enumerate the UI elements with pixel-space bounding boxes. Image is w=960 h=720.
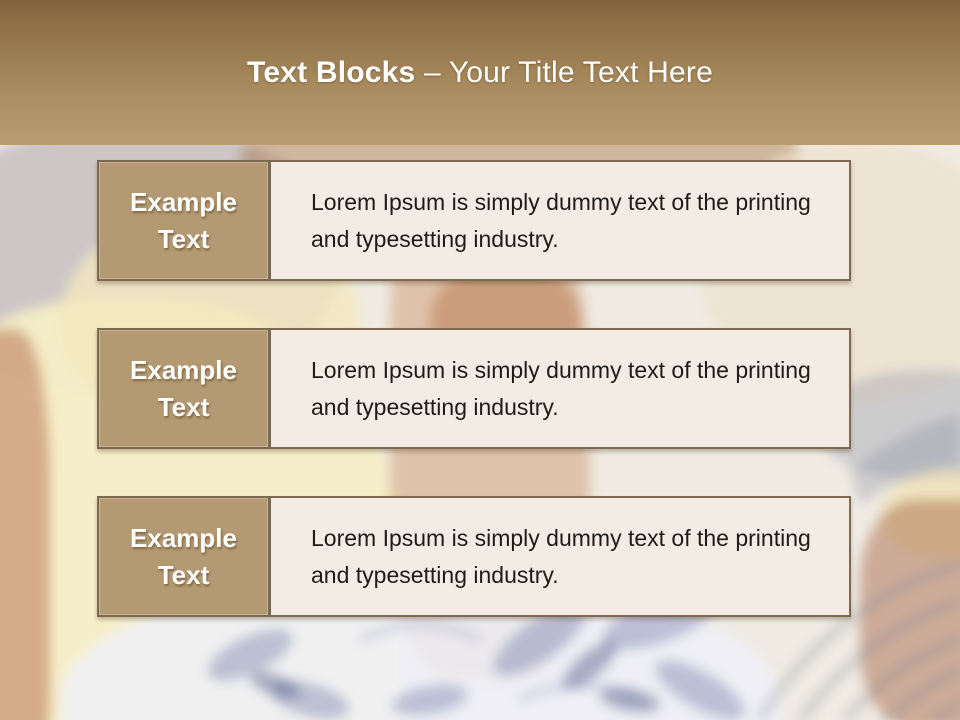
text-block-2-label <box>99 330 271 447</box>
text-block-1-body <box>271 162 849 279</box>
slide-title-bold: Text Blocks <box>247 55 416 89</box>
label-line-2: Text <box>157 223 210 254</box>
text-block-2-body <box>271 330 849 447</box>
label-line-1: Example <box>130 354 237 385</box>
label-line-1: Example <box>130 186 237 217</box>
body-text: Lorem Ipsum is simply dummy text of the printing and typesetting industry. <box>311 524 811 588</box>
slide-title-rest: – Your Title Text Here <box>415 55 713 89</box>
label-line-2: Text <box>157 391 210 422</box>
text-block-2[interactable] <box>97 328 851 449</box>
text-block-3-body <box>271 498 849 615</box>
text-block-1[interactable] <box>97 160 851 281</box>
body-text: Lorem Ipsum is simply dummy text of the printing and typesetting industry. <box>311 188 811 252</box>
label-line-1: Example <box>130 522 237 553</box>
slide-title[interactable] <box>247 56 713 90</box>
text-block-3-label <box>99 498 271 615</box>
text-block-1-label <box>99 162 271 279</box>
text-block-3[interactable] <box>97 496 851 617</box>
label-line-2: Text <box>157 559 210 590</box>
title-bar <box>0 0 960 145</box>
body-text: Lorem Ipsum is simply dummy text of the printing and typesetting industry. <box>311 356 811 420</box>
